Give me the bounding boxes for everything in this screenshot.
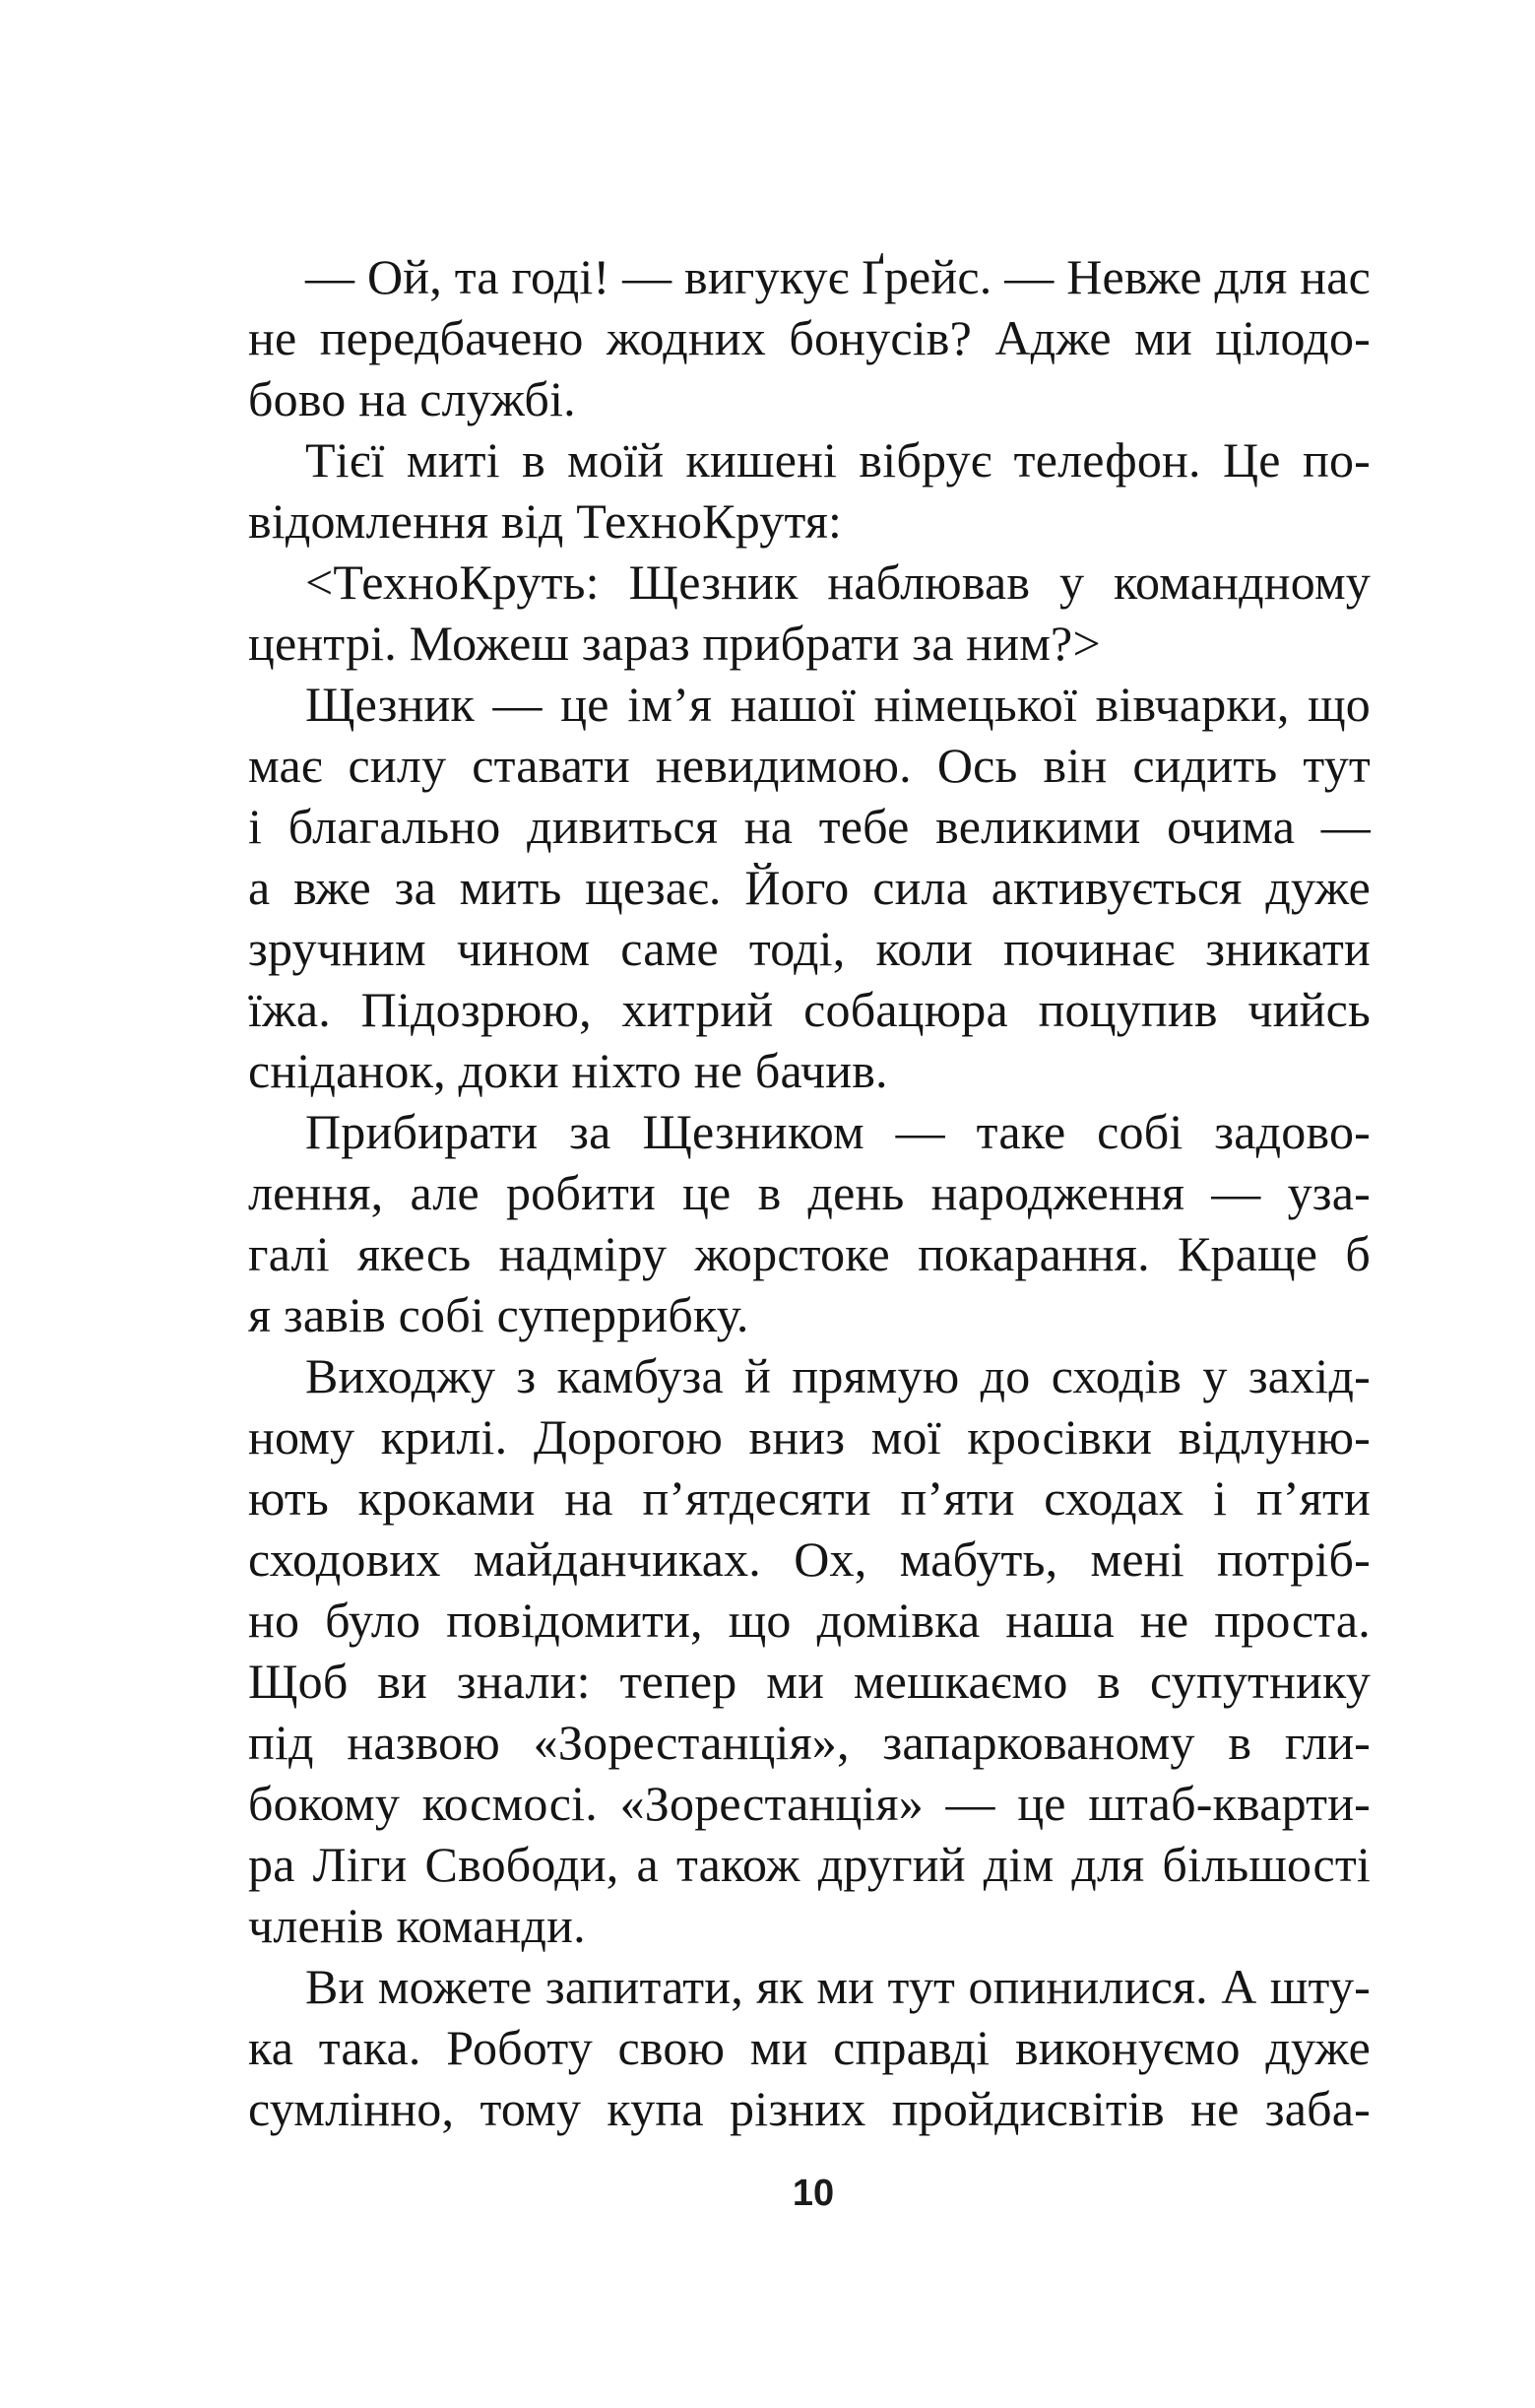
text-line: Виходжу з камбуза й прямую до сходів у захід-: [305, 1348, 1371, 1403]
text-line: сніданок, доки ніхто не бачив.: [248, 1043, 888, 1098]
text-line: під назвою «Зорестанція», запаркованому в гли-: [248, 1715, 1371, 1770]
text-line: не передбачено жодних бонусів? Адже ми цілодо-: [248, 310, 1371, 365]
text-line: відомлення від ТехноКрутя:: [248, 493, 843, 549]
text-line: а вже за мить щезає. Його сила активується дуже: [248, 860, 1371, 915]
text-line: сходових майданчиках. Ох, мабуть, мені потріб-: [248, 1531, 1371, 1587]
text-line: бокому космосі. «Зорестанція» — це штаб-кварти-: [248, 1776, 1371, 1831]
text-line: — Ой, та годі! — вигукує Ґрейс. — Невже для нас: [305, 249, 1371, 304]
page-number: 10: [792, 2173, 835, 2214]
text-line: членів команди.: [248, 1898, 586, 1953]
paragraph: [248, 246, 1371, 429]
text-line: їжа. Підозрюю, хитрий собацюра поцупив чийсь: [248, 982, 1371, 1037]
text-line: має силу ставати невидимою. Ось він сидить тут: [248, 738, 1371, 793]
text-line: Прибирати за Щезником — таке собі задово-: [305, 1104, 1371, 1159]
text-line: лення, але робити це в день народження — уза-: [248, 1165, 1371, 1220]
paragraph: [248, 429, 1371, 552]
text-line: бово на службі.: [248, 371, 576, 426]
paragraph: [248, 1956, 1371, 2139]
paragraph: [248, 552, 1371, 674]
paragraph: [248, 1345, 1371, 1956]
text-line: сумлінно, тому купа різних пройдисвітів не заба-: [248, 2081, 1371, 2136]
text-line: Щезник — це ім’я нашої німецької вівчарки, що: [305, 677, 1371, 732]
text-line: ра Ліги Свободи, а також другий дім для більшості: [248, 1837, 1371, 1892]
text-line: Ви можете запитати, як ми тут опинилися. А шту-: [305, 1959, 1371, 2014]
text-line: галі якесь надміру жорстоке покарання. Краще б: [248, 1226, 1371, 1281]
text-line: Щоб ви знали: тепер ми мешкаємо в супутнику: [248, 1654, 1371, 1709]
text-line: зручним чином саме тоді, коли починає зникати: [248, 921, 1371, 976]
text-line: ка така. Роботу свою ми справді виконуємо дуже: [248, 2020, 1371, 2075]
text-line: центрі. Можеш зараз прибрати за ним?>: [248, 616, 1101, 671]
text-line: но було повідомити, що домівка наша не проста.: [248, 1593, 1371, 1648]
paragraph: [248, 674, 1371, 1101]
text-line: <ТехноКруть: Щезник наблював у командному: [305, 554, 1371, 610]
text-line: і благально дивиться на тебе великими очима —: [248, 799, 1371, 854]
text-line: я завів собі суперрибку.: [248, 1287, 749, 1342]
text-line: Тієї миті в моїй кишені вібрує телефон. Це по-: [305, 432, 1371, 488]
text-line: ному крилі. Дорогою вниз мої кросівки відлуню-: [248, 1409, 1371, 1464]
text-line: ють кроками на п’ятдесяти п’яти сходах і п’яти: [248, 1470, 1371, 1526]
paragraph: [248, 1101, 1371, 1345]
body-text: [248, 246, 1371, 2139]
